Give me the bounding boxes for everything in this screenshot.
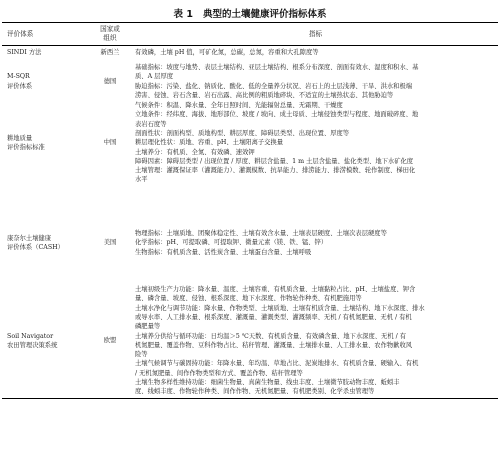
table-number: 表 1 [173,9,193,20]
table-caption [0,6,500,20]
indicator-line: 立地条件：经纬度、海拔、地形部位、坡度 / 坡向、成土母质、土壤侵蚀类型与程度、地面破碎度、地 [135,111,419,119]
indicator-line: 土壤气候调节与碳固持功能：年降水量、年均温、草地占比、泥炭地排水、有机质含量、硬输入、有机 [135,360,419,368]
indicator-line: 气候条件：积温、降水量、全年日照时间、光能辐射总量、无霜期、干燥度 [135,102,343,109]
indicator-line: 险等 [135,351,148,359]
country-or-organization: 美国 [103,239,117,247]
header-org-line1: 国家或 [100,25,120,33]
indicator-line: 胁迫指标：污染、盐化、钠质化、酸化、低的全量养分状况、岩石上的土层浅薄、干旱、洪水和极端 [135,82,413,90]
system-name: SINDI 方法 [7,49,42,56]
indicator-line: / 无机氮肥量、间作作物类型和方式、覆盖作物、秸秆管理等 [135,369,303,377]
country-or-organization: 欧盟 [103,337,117,345]
indicator-line: 障碍因素：障碍层类型 / 出现位置 / 厚度、耕层含盐量、1 m 土层含盐量、盐化类型、地下水矿化度 [135,157,414,165]
top-rule [2,22,498,23]
system-name: 耕地质量 [7,134,33,142]
indicator-line: 或导水率、人工排水量、根系深度、灌溉量、灌溉类型、灌溉频率、无机 / 有机氮肥量、无机 / 有机 [135,313,412,321]
indicator-line: 土壤初级生产力功能：降水量、温度、土壤容重、有机质含量、土壤黏粒占比、pH、土壤盐度、钾含 [135,286,416,293]
indicator-line: 表岩石度等 [135,120,167,128]
system-name: 农田管理决策系统 [7,341,58,349]
indicator-line: 土壤生物多样性维持功能：细菌生物量、真菌生物量、线虫丰度、土壤微节肢动物丰度、蚯蚓丰 [135,379,400,386]
header-indicators: 指标 [308,30,323,38]
indicator-line: 化学指标：pH、可提取磷、可提取钾、微量元素（镁、铁、锰、锌） [135,239,328,247]
indicator-line: 水平 [135,176,148,184]
indicator-line: 土壤管理：灌溉保证率（灌溉能力）、灌溉模数、抗旱能力、排涝能力、排涝模数、轮作制度、梯田化 [135,167,416,175]
indicator-line: 磷肥量等 [135,323,161,331]
system-name: Soil Navigator [7,332,54,340]
country-or-organization: 德国 [103,77,117,85]
indicator-line: 量、磷含量、坡度、侵蚀、根系深度、地下水深度、作物轮作种类、有机肥施用等 [135,295,362,303]
indicator-line: 耕层理化性状：质地、容重、pH、土壤阳离子交换量 [135,139,284,147]
header-org-line2: 组织 [103,34,117,42]
indicator-line: 机氮肥量、覆盖作物、豆科作物占比、秸秆管理、灌溉量、土壤排水量、人工排水量、农作物歉收风 [135,341,413,349]
table-title: 典型的土壤健康评价指标体系 [202,9,327,20]
indicator-line: 土壤养分：有机质、全氮、有效磷、速效钾 [135,148,255,156]
header-system: 评价体系 [7,30,34,38]
indicator-line: 基础指标：坡度与地势、表层土壤结构、亚层土壤结构、根系分布深度、剖面有效水、湿度和积水、基 [135,64,419,71]
header-rule [2,45,498,46]
indicator-line: 度、线蚓丰度、作物轮作种类、间作作物、无机氮肥量、有机肥类别、化学杀虫管理等 [135,388,375,396]
country-or-organization: 新西兰 [100,49,120,56]
system-name: 评价指标标准 [7,143,45,151]
system-name: 康奈尔土壤健康 [7,234,52,242]
indicator-line: 涝害、侵蚀、岩石含量、岩石出露、高比例的粗质地碎块、不适宜的土壤热状态、其他胁迫等 [135,91,394,99]
bottom-rule [2,398,498,399]
system-name: M-SQR [7,73,30,81]
country-or-organization: 中国 [103,139,117,147]
indicator-line: 土壤水净化与调节功能：降水量、作物类型、土壤质地、土壤有机质含量、土壤结构、地下水深度、排水 [135,304,425,312]
indicator-line: 剖面性状：剖面构型、质地构型、耕层厚度、障碍层类型、出现位置、厚度等 [135,129,350,137]
system-name: 评价体系 [7,82,33,90]
indicator-line: 质、A 层厚度 [135,73,174,81]
indicator-line: 生物指标：有机质含量、活性炭含量、土壤蛋白含量、土壤呼吸 [135,248,312,256]
indicator-line: 物理指标：土壤质地、团聚体稳定性、土壤有效含水量、土壤表层硬度、土壤次表层硬度等 [135,230,387,237]
system-name: 评价体系（CASH） [7,243,64,251]
indicator-line: 土壤养分供给与循环功能：日均温＞5 ℃天数、有机质含量、有效磷含量、地下水深度、无机 / 有 [135,332,407,340]
indicator-line: 有效磷，土壤 pH 值，可矿化氮，总碳，总氮，容重和大孔隙度等 [135,49,319,56]
